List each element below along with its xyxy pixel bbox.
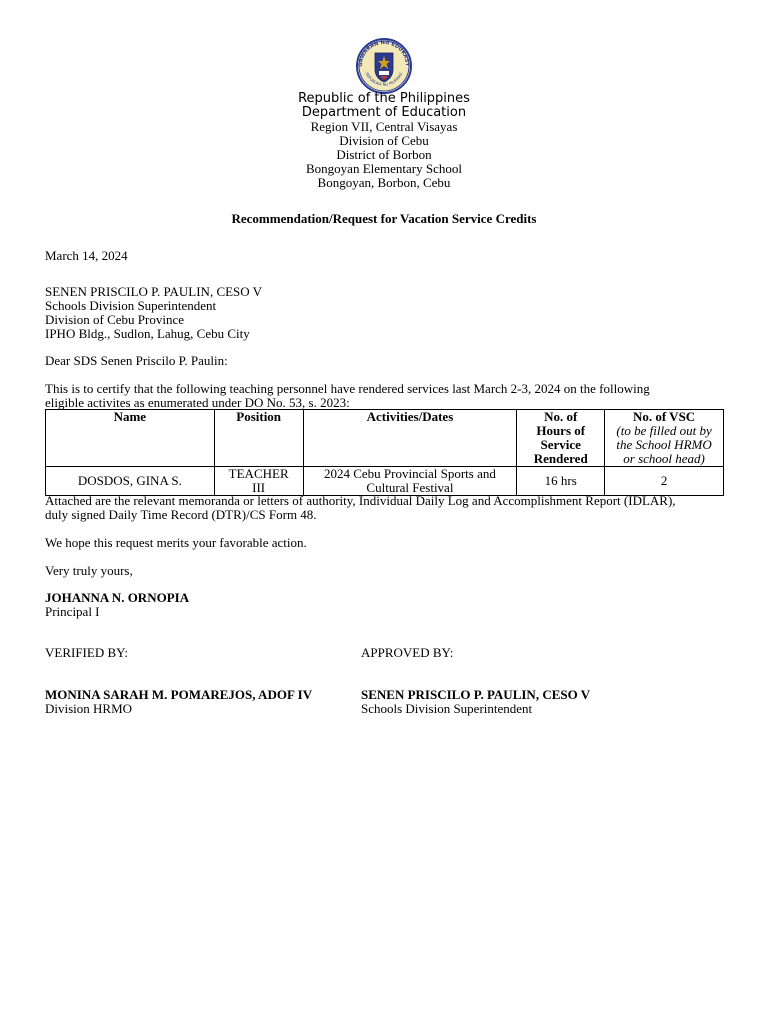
verified-title: Division HRMO: [45, 701, 133, 716]
cell-name: DOSDOS, GINA S.: [46, 467, 215, 496]
cell-hours: 16 hrs: [517, 467, 605, 496]
header-region: Region VII, Central Visayas: [310, 119, 458, 134]
closing-line: Very truly yours,: [45, 563, 133, 578]
approved-label: APPROVED BY:: [361, 645, 454, 660]
salutation: Dear SDS Senen Priscilo P. Paulin:: [45, 353, 228, 368]
header-vsc: No. of VSC (to be filled out by the School HRMO or school head): [605, 410, 724, 467]
header-district: District of Borbon: [336, 147, 432, 162]
hope-line: We hope this request merits your favorable action.: [45, 535, 307, 550]
recipient-address: IPHO Bldg., Sudlon, Lahug, Cebu City: [45, 326, 250, 341]
header-department: Department of Education: [301, 105, 467, 120]
recipient-position: Schools Division Superintendent: [45, 298, 217, 313]
header-republic: Republic of the Philippines: [298, 91, 470, 106]
recipient-office: Division of Cebu Province: [45, 312, 185, 327]
header-hours: No. of Hours of Service Rendered: [517, 410, 605, 467]
intro-line-2: eligible activites as enumerated under DO No. 53, s. 2023:: [45, 395, 350, 410]
signatory-title: Principal I: [45, 604, 100, 619]
document-title: Recommendation/Request for Vacation Service Credits: [231, 211, 537, 226]
header-division: Division of Cebu: [339, 133, 429, 148]
attached-line-2: duly signed Daily Time Record (DTR)/CS Form 48.: [45, 507, 317, 522]
cell-activities: 2024 Cebu Provincial Sports and Cultural Festival: [303, 467, 517, 496]
cell-position: TEACHER III: [214, 467, 303, 496]
approved-title: Schools Division Superintendent: [361, 701, 533, 716]
signatory-name: JOHANNA N. ORNOPIA: [45, 590, 190, 605]
header-address: Bongoyan, Borbon, Cebu: [317, 175, 451, 190]
table-header-row: [46, 410, 724, 467]
header-position: Position: [214, 410, 303, 467]
header-school: Bongoyan Elementary School: [306, 161, 462, 176]
recipient-name: SENEN PRISCILO P. PAULIN, CESO V: [45, 284, 263, 299]
cell-vsc: 2: [605, 467, 724, 496]
verified-name: MONINA SARAH M. POMAREJOS, ADOF IV: [45, 687, 313, 702]
header-activities: Activities/Dates: [303, 410, 517, 467]
service-credits-table: [45, 409, 724, 496]
intro-line-1: This is to certify that the following teaching personnel have rendered services last March 2-3, 2024 on the following: [45, 381, 650, 396]
verified-label: VERIFIED BY:: [45, 645, 128, 660]
table-row: [46, 467, 724, 496]
attached-line-1: Attached are the relevant memoranda or letters of authority, Individual Daily Log and Accomplishment Report (IDLAR),: [45, 493, 676, 508]
deped-seal-logo: [352, 38, 416, 94]
header-name: Name: [46, 410, 215, 467]
letter-date: March 14, 2024: [45, 248, 128, 263]
approved-name: SENEN PRISCILO P. PAULIN, CESO V: [361, 687, 591, 702]
svg-text:REPUBLIKA NG PILIPINAS: REPUBLIKA NG PILIPINAS: [364, 71, 404, 87]
svg-text:KAGAWARAN NG EDUKASYON: GAWARAN NG EDUKASY: [357, 39, 411, 67]
